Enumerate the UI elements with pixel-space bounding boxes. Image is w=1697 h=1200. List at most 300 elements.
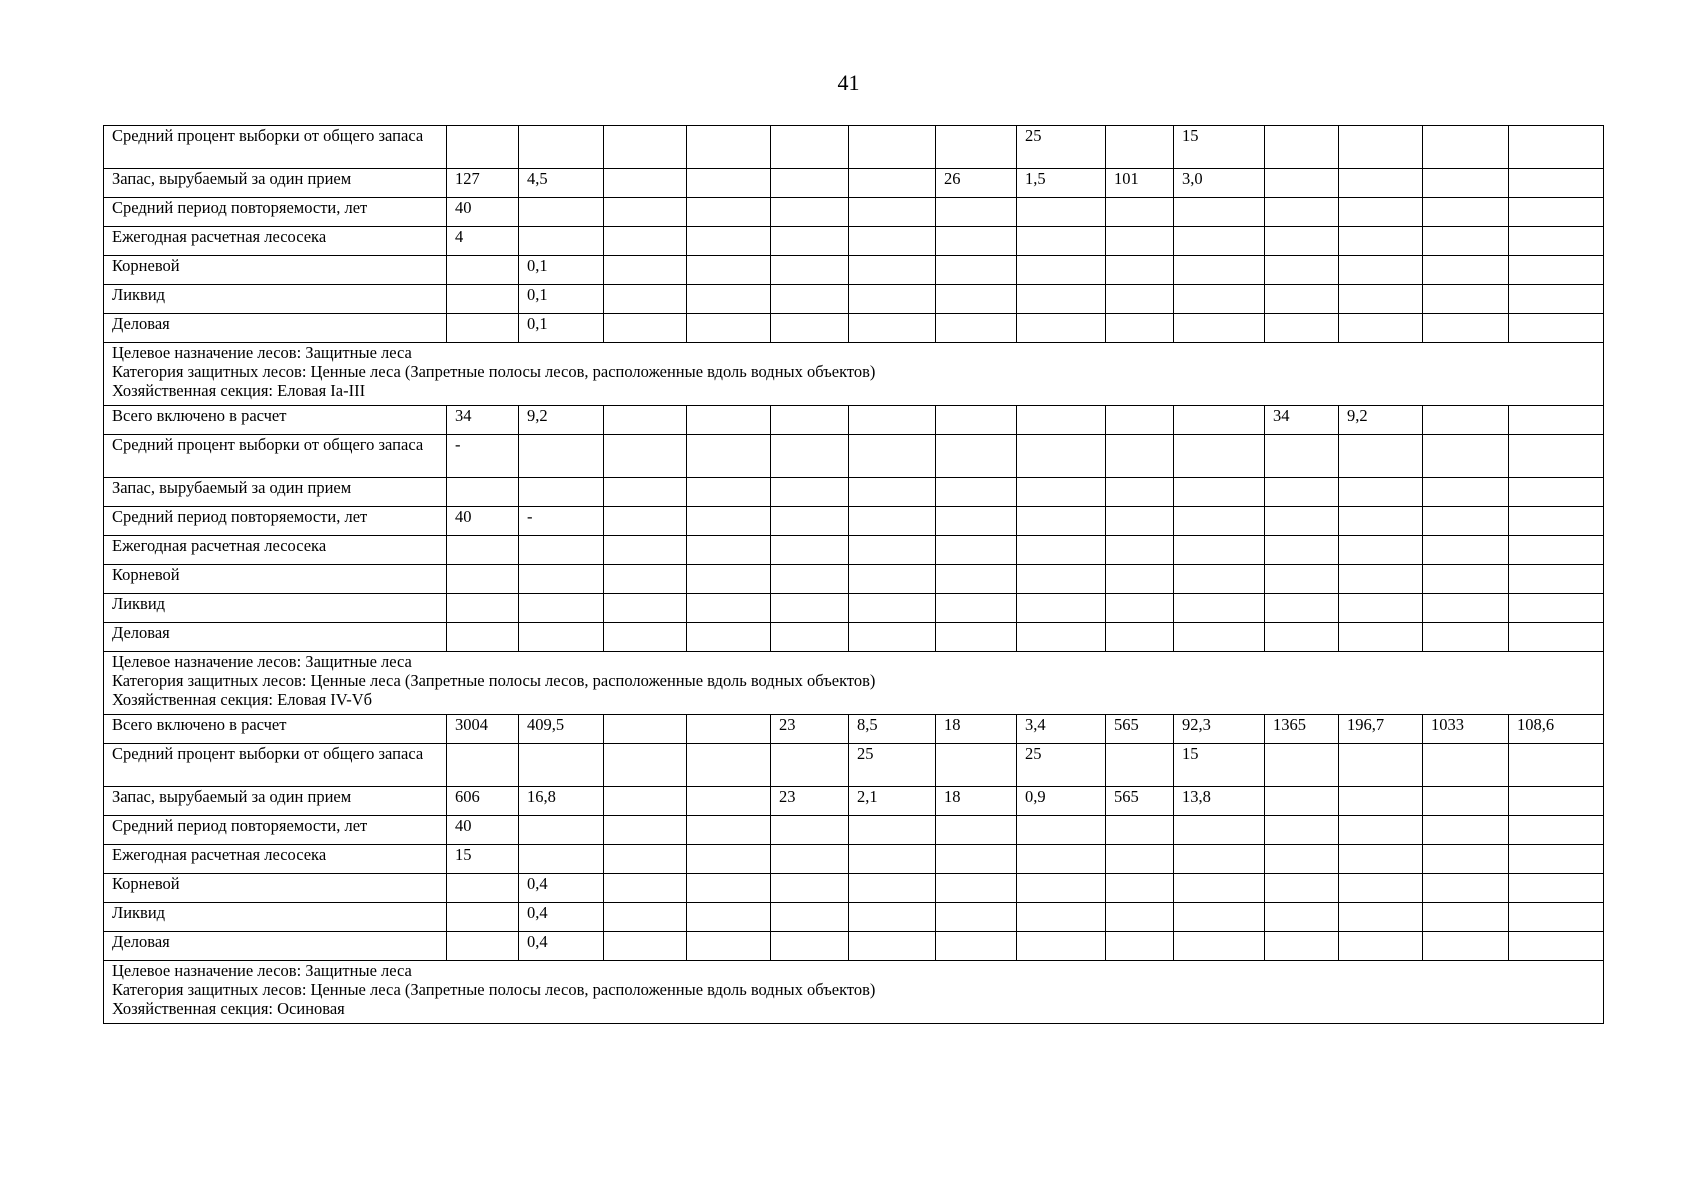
table-cell (604, 623, 687, 652)
section-category: Категория защитных лесов: Ценные леса (Запретные полосы лесов, расположенные вдоль водных объектов) (112, 671, 876, 690)
table-cell: 34 (447, 406, 519, 435)
table-cell (1265, 816, 1339, 845)
section-category: Категория защитных лесов: Ценные леса (Запретные полосы лесов, расположенные вдоль водных объектов) (112, 362, 876, 381)
table-cell (519, 435, 604, 478)
table-cell (771, 126, 849, 169)
table-cell (1265, 198, 1339, 227)
table-cell (1423, 285, 1509, 314)
table-row (104, 536, 1604, 565)
table-cell (447, 536, 519, 565)
table-cell: 2,1 (849, 787, 936, 816)
section-category: Категория защитных лесов: Ценные леса (Запретные полосы лесов, расположенные вдоль водных объектов) (112, 980, 876, 999)
table-cell (604, 932, 687, 961)
table-cell (1423, 874, 1509, 903)
table-row (104, 435, 1604, 478)
table-cell (1174, 903, 1265, 932)
table-cell (1339, 874, 1423, 903)
table-cell (519, 227, 604, 256)
table-cell (687, 285, 771, 314)
table-cell (1106, 623, 1174, 652)
table-cell (936, 536, 1017, 565)
table-cell (604, 198, 687, 227)
table-cell (1106, 816, 1174, 845)
table-cell (1509, 932, 1604, 961)
table-cell (1106, 478, 1174, 507)
table-cell (1265, 536, 1339, 565)
row-label: Ликвид (104, 594, 447, 623)
table-cell (1017, 623, 1106, 652)
table-row (104, 126, 1604, 169)
table-cell (1509, 536, 1604, 565)
table-cell (1106, 845, 1174, 874)
row-label: Средний процент выборки от общего запаса (104, 126, 447, 169)
table-cell (1106, 406, 1174, 435)
table-cell (1265, 903, 1339, 932)
table-cell (1509, 903, 1604, 932)
table-cell (936, 406, 1017, 435)
table-cell: 1365 (1265, 715, 1339, 744)
table-cell: 127 (447, 169, 519, 198)
row-label: Корневой (104, 256, 447, 285)
table-cell (1423, 744, 1509, 787)
table-cell (519, 126, 604, 169)
table-cell (447, 744, 519, 787)
table-cell (771, 435, 849, 478)
table-cell (1017, 285, 1106, 314)
table-cell (1423, 406, 1509, 435)
table-row (104, 285, 1604, 314)
table-cell (604, 169, 687, 198)
table-cell (1265, 874, 1339, 903)
table-row (104, 744, 1604, 787)
table-cell (849, 536, 936, 565)
row-label: Средний период повторяемости, лет (104, 507, 447, 536)
allowable-cut-table (103, 125, 1604, 1024)
table-cell (771, 903, 849, 932)
row-label: Всего включено в расчет (104, 406, 447, 435)
table-body (104, 126, 1604, 1024)
table-cell (519, 198, 604, 227)
table-row (104, 594, 1604, 623)
table-cell: 13,8 (1174, 787, 1265, 816)
table-cell (1265, 169, 1339, 198)
table-cell (1106, 903, 1174, 932)
row-label: Запас, вырубаемый за один прием (104, 478, 447, 507)
table-cell (1339, 478, 1423, 507)
section-economic-section: Хозяйственная секция: Осиновая (112, 999, 345, 1018)
table-cell (447, 314, 519, 343)
table-cell (771, 478, 849, 507)
table-cell (936, 435, 1017, 478)
table-cell (849, 816, 936, 845)
table-cell (447, 126, 519, 169)
table-cell (1017, 536, 1106, 565)
table-cell: 0,1 (519, 314, 604, 343)
table-cell (1423, 435, 1509, 478)
table-row (104, 932, 1604, 961)
table-cell (771, 198, 849, 227)
table-cell (1017, 314, 1106, 343)
table-cell: 196,7 (1339, 715, 1423, 744)
table-cell (1509, 565, 1604, 594)
table-cell (849, 406, 936, 435)
row-label: Всего включено в расчет (104, 715, 447, 744)
table-cell (1339, 126, 1423, 169)
table-cell (1017, 932, 1106, 961)
table-cell (1106, 198, 1174, 227)
table-cell (1174, 227, 1265, 256)
table-cell (849, 198, 936, 227)
table-cell: 18 (936, 787, 1017, 816)
table-cell (1265, 256, 1339, 285)
table-cell (1106, 285, 1174, 314)
table-cell (771, 285, 849, 314)
table-cell: - (519, 507, 604, 536)
table-cell (1106, 932, 1174, 961)
table-cell (604, 845, 687, 874)
table-cell (604, 903, 687, 932)
row-label: Ликвид (104, 903, 447, 932)
table-cell (519, 594, 604, 623)
table-cell: 565 (1106, 715, 1174, 744)
table-cell (519, 536, 604, 565)
table-cell (1174, 435, 1265, 478)
table-cell (771, 314, 849, 343)
section-purpose: Целевое назначение лесов: Защитные леса (112, 652, 412, 671)
table-cell (849, 874, 936, 903)
table-cell (1265, 478, 1339, 507)
table-cell (1509, 169, 1604, 198)
table-cell (1265, 285, 1339, 314)
table-cell: 101 (1106, 169, 1174, 198)
table-cell (849, 845, 936, 874)
table-cell (687, 256, 771, 285)
row-label: Средний период повторяемости, лет (104, 816, 447, 845)
section-purpose: Целевое назначение лесов: Защитные леса (112, 343, 412, 362)
table-cell: 92,3 (1174, 715, 1265, 744)
table-cell (1106, 874, 1174, 903)
table-cell (1017, 507, 1106, 536)
table-cell (1265, 744, 1339, 787)
table-cell: 3,4 (1017, 715, 1106, 744)
table-cell (687, 227, 771, 256)
table-cell (771, 845, 849, 874)
table-cell (936, 126, 1017, 169)
table-cell (519, 478, 604, 507)
table-cell (447, 932, 519, 961)
table-cell (447, 285, 519, 314)
table-cell (1017, 816, 1106, 845)
table-cell (1339, 932, 1423, 961)
table-cell (604, 744, 687, 787)
table-cell (1339, 744, 1423, 787)
table-cell (604, 126, 687, 169)
table-cell: 40 (447, 816, 519, 845)
table-cell (849, 478, 936, 507)
row-label: Средний процент выборки от общего запаса (104, 744, 447, 787)
table-cell (849, 565, 936, 594)
row-label: Корневой (104, 565, 447, 594)
table-cell (687, 845, 771, 874)
table-cell (771, 169, 849, 198)
table-row (104, 314, 1604, 343)
table-cell (519, 623, 604, 652)
table-cell (447, 874, 519, 903)
table-cell (849, 623, 936, 652)
table-cell (1509, 623, 1604, 652)
section-purpose: Целевое назначение лесов: Защитные леса (112, 961, 412, 980)
table-cell (1174, 536, 1265, 565)
table-cell (519, 744, 604, 787)
table-cell (1174, 256, 1265, 285)
table-cell (849, 169, 936, 198)
table-cell (1509, 874, 1604, 903)
section-header-cell (104, 652, 1604, 715)
table-cell: 8,5 (849, 715, 936, 744)
table-cell (687, 565, 771, 594)
table-cell (687, 435, 771, 478)
table-cell (936, 314, 1017, 343)
table-cell (771, 623, 849, 652)
row-label: Ликвид (104, 285, 447, 314)
table-cell (1339, 198, 1423, 227)
table-row (104, 406, 1604, 435)
table-cell: 1,5 (1017, 169, 1106, 198)
table-cell (1017, 594, 1106, 623)
table-cell: 16,8 (519, 787, 604, 816)
table-cell (1265, 227, 1339, 256)
table-cell: 18 (936, 715, 1017, 744)
table-cell (1509, 845, 1604, 874)
row-label: Запас, вырубаемый за один прием (104, 787, 447, 816)
table-cell: - (447, 435, 519, 478)
table-cell (1423, 623, 1509, 652)
table-cell (849, 594, 936, 623)
table-cell (519, 565, 604, 594)
table-row (104, 227, 1604, 256)
table-cell (771, 507, 849, 536)
table-cell (936, 903, 1017, 932)
table-cell (849, 932, 936, 961)
table-cell: 565 (1106, 787, 1174, 816)
table-cell (1106, 256, 1174, 285)
table-cell (604, 478, 687, 507)
table-cell (1174, 478, 1265, 507)
table-cell (1423, 507, 1509, 536)
table-cell (1339, 594, 1423, 623)
table-cell (849, 227, 936, 256)
table-cell (1106, 227, 1174, 256)
table-cell (687, 932, 771, 961)
table-cell (447, 478, 519, 507)
table-cell (1106, 314, 1174, 343)
table-cell (1339, 227, 1423, 256)
table-cell: 0,4 (519, 932, 604, 961)
row-label: Деловая (104, 314, 447, 343)
table-cell (604, 285, 687, 314)
row-label: Средний период повторяемости, лет (104, 198, 447, 227)
table-cell (1106, 744, 1174, 787)
table-cell (1017, 256, 1106, 285)
table-cell (936, 565, 1017, 594)
table-cell (771, 932, 849, 961)
table-cell (1106, 594, 1174, 623)
table-cell: 108,6 (1509, 715, 1604, 744)
table-cell (687, 903, 771, 932)
table-row (104, 256, 1604, 285)
table-cell (771, 565, 849, 594)
page-number: 41 (837, 70, 860, 95)
table-cell (687, 536, 771, 565)
section-header-cell (104, 343, 1604, 406)
table-cell (1339, 435, 1423, 478)
table-cell (1423, 594, 1509, 623)
table-cell (1339, 787, 1423, 816)
table-cell (936, 845, 1017, 874)
table-cell (1174, 816, 1265, 845)
table-cell (1174, 198, 1265, 227)
table-cell (936, 932, 1017, 961)
table-cell (1106, 507, 1174, 536)
table-row (104, 198, 1604, 227)
table-cell (1509, 126, 1604, 169)
table-cell: 3,0 (1174, 169, 1265, 198)
table-cell (1339, 314, 1423, 343)
table-cell (1265, 623, 1339, 652)
table-cell (1265, 932, 1339, 961)
table-cell (1509, 256, 1604, 285)
table-cell: 0,1 (519, 256, 604, 285)
table-cell (1174, 594, 1265, 623)
table-cell (936, 816, 1017, 845)
table-cell (1339, 623, 1423, 652)
table-cell: 4,5 (519, 169, 604, 198)
table-cell (1017, 435, 1106, 478)
table-cell (1509, 227, 1604, 256)
table-cell (1017, 903, 1106, 932)
table-cell (1339, 845, 1423, 874)
table-cell (1423, 787, 1509, 816)
table-cell (1174, 845, 1265, 874)
table-row (104, 845, 1604, 874)
row-label: Деловая (104, 932, 447, 961)
table-cell (1174, 623, 1265, 652)
table-cell (936, 478, 1017, 507)
table-cell (687, 744, 771, 787)
table-cell (849, 435, 936, 478)
table-row (104, 816, 1604, 845)
table-cell (1423, 565, 1509, 594)
table-cell (936, 594, 1017, 623)
table-cell (1423, 478, 1509, 507)
table-cell (1509, 285, 1604, 314)
table-cell (849, 256, 936, 285)
table-row (104, 903, 1604, 932)
table-cell (1339, 816, 1423, 845)
table-cell (687, 715, 771, 744)
table-cell: 25 (1017, 126, 1106, 169)
table-cell: 0,4 (519, 874, 604, 903)
table-cell (936, 623, 1017, 652)
table-cell (1017, 874, 1106, 903)
table-cell (849, 285, 936, 314)
table-cell: 0,1 (519, 285, 604, 314)
table-row (104, 507, 1604, 536)
table-cell (1106, 565, 1174, 594)
table-row (104, 623, 1604, 652)
table-cell (1017, 478, 1106, 507)
table-cell: 9,2 (519, 406, 604, 435)
table-cell (1174, 565, 1265, 594)
table-cell (687, 406, 771, 435)
row-label: Ежегодная расчетная лесосека (104, 227, 447, 256)
table-cell (1339, 169, 1423, 198)
table-cell (1017, 227, 1106, 256)
table-cell (1339, 256, 1423, 285)
table-cell: 15 (1174, 126, 1265, 169)
table-cell (1423, 932, 1509, 961)
table-row (104, 715, 1604, 744)
table-cell (936, 874, 1017, 903)
table-cell (687, 169, 771, 198)
table-cell (687, 594, 771, 623)
table-cell (771, 594, 849, 623)
table-cell (687, 198, 771, 227)
table-cell (1509, 406, 1604, 435)
table-cell (447, 594, 519, 623)
table-cell: 0,4 (519, 903, 604, 932)
table-cell (1174, 406, 1265, 435)
table-cell (1509, 816, 1604, 845)
table-cell (604, 715, 687, 744)
table-cell: 40 (447, 198, 519, 227)
table-cell (1423, 198, 1509, 227)
table-cell (1106, 435, 1174, 478)
table-cell (1017, 198, 1106, 227)
table-cell (936, 256, 1017, 285)
table-cell (1017, 406, 1106, 435)
table-cell (1174, 507, 1265, 536)
table-cell: 25 (1017, 744, 1106, 787)
section-header-cell (104, 961, 1604, 1024)
table-cell: 0,9 (1017, 787, 1106, 816)
table-cell (604, 874, 687, 903)
table-cell (519, 816, 604, 845)
table-cell (1265, 435, 1339, 478)
table-cell (604, 565, 687, 594)
table-cell: 606 (447, 787, 519, 816)
table-cell (1339, 536, 1423, 565)
table-cell (771, 744, 849, 787)
table-cell (1423, 816, 1509, 845)
table-cell (1339, 903, 1423, 932)
table-cell (771, 227, 849, 256)
table-row (104, 874, 1604, 903)
table-cell (604, 536, 687, 565)
table-cell (771, 536, 849, 565)
table-cell: 25 (849, 744, 936, 787)
table-cell (604, 787, 687, 816)
table-cell (1509, 787, 1604, 816)
table-cell (604, 227, 687, 256)
table-cell (936, 507, 1017, 536)
table-cell (771, 406, 849, 435)
table-cell (447, 903, 519, 932)
table-cell (687, 126, 771, 169)
table-cell (771, 256, 849, 285)
table-cell (687, 507, 771, 536)
table-cell: 23 (771, 787, 849, 816)
